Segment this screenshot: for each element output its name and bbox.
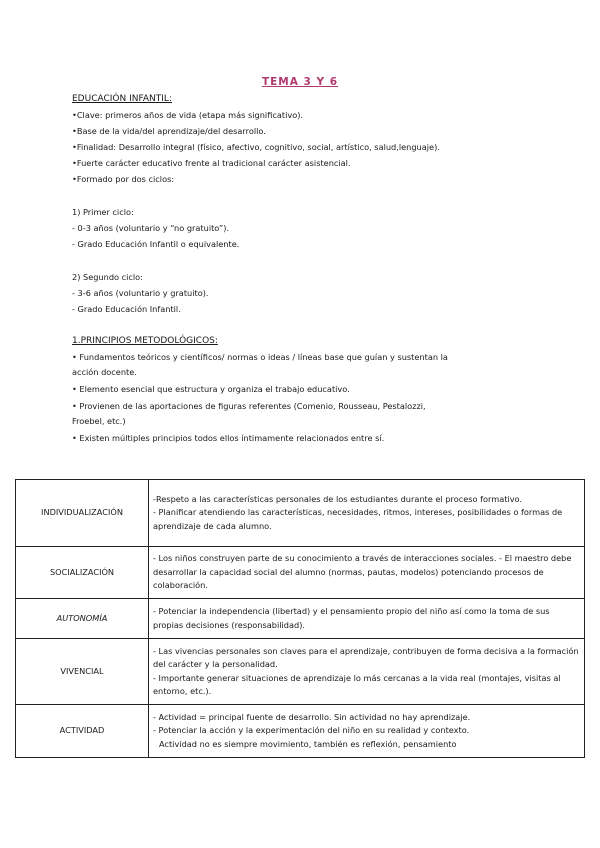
description-line: - Los niños construyen parte de su conocimiento a través de interacciones sociales. - El maestro debe desarrollar la capacidad social del alumno (normas, pautas, modelos) potenciando procesos de colaboración. [153, 553, 572, 591]
section-heading-infantil: EDUCACIÓN INFANTIL: [72, 94, 172, 104]
description-line: - Importante generar situaciones de aprendizaje lo más cercanas a la vida real (montajes, visitas al entorno, etc.). [153, 672, 561, 696]
ciclo2-heading: 2) Segundo ciclo: [72, 272, 143, 282]
ciclo1-item: - 0-3 años (voluntario y “no gratuito”). [72, 223, 230, 233]
infantil-bullet: •Fuerte carácter educativo frente al tradicional carácter asistencial. [72, 158, 351, 168]
principles-table [15, 479, 585, 758]
table-row [16, 547, 585, 599]
description-line: - Potenciar la independencia (libertad) y el pensamiento propio del niño así como la toma de sus propias decisiones (responsabilidad). [153, 606, 550, 630]
principle-description [149, 547, 585, 599]
principle-description [149, 599, 585, 639]
principios-bullet: Froebel, etc.) [72, 416, 126, 426]
description-line: -Respeto a las características personales de los estudiantes durante el proceso formativo. [153, 493, 523, 504]
infantil-bullet: •Base de la vida/del aprendizaje/del desarrollo. [72, 126, 266, 136]
table-row [16, 480, 585, 547]
principle-description [149, 480, 585, 547]
principios-bullet: • Elemento esencial que estructura y organiza el trabajo educativo. [72, 384, 350, 394]
page-title: TEMA 3 Y 6 [261, 76, 339, 88]
table-row [16, 639, 585, 705]
ciclo2-item: - 3-6 años (voluntario y gratuito). [72, 288, 209, 298]
principle-name: SOCIALIZACIÓN [16, 547, 149, 599]
principios-bullet: • Existen múltiples principios todos ellos íntimamente relacionados entre sí. [72, 433, 385, 443]
principle-name: ACTIVIDAD [16, 705, 149, 758]
infantil-bullet: •Finalidad: Desarrollo integral (físico, afectivo, cognitivo, social, artístico, salud,lenguaje). [72, 142, 440, 152]
principle-name: INDIVIDUALIZACIÓN [16, 480, 149, 547]
description-line: - Planificar atendiendo las características, necesidades, ritmos, intereses, posibilidades o formas de aprendizaje de cada alumno. [153, 507, 563, 531]
principios-bullet: • Provienen de las aportaciones de figuras referentes (Comenio, Rousseau, Pestalozzi, [72, 401, 426, 411]
infantil-bullet: •Clave: primeros años de vida (etapa más significativo). [72, 110, 304, 120]
ciclo1-heading: 1) Primer ciclo: [72, 207, 134, 217]
principios-bullet: acción docente. [72, 367, 137, 377]
principle-description [149, 639, 585, 705]
section-heading-principios: 1.PRINCIPIOS METODOLÓGICOS: [72, 336, 218, 346]
ciclo2-item: - Grado Educación Infantil. [72, 304, 181, 314]
description-line: - Potenciar la acción y la experimentación del niño en su realidad y contexto. [153, 725, 470, 736]
principle-name: VIVENCIAL [16, 639, 149, 705]
infantil-bullet: •Formado por dos ciclos: [72, 174, 175, 184]
description-line: Actividad no es siempre movimiento, también es reflexión, pensamiento [159, 738, 457, 749]
description-line: - Actividad = principal fuente de desarrollo. Sin actividad no hay aprendizaje. [153, 711, 471, 722]
description-line: - Las vivencias personales son claves para el aprendizaje, contribuyen de forma decisiva a la formación del carácter y la personalidad. [153, 645, 579, 669]
principle-name: AUTONOMÍA [16, 599, 149, 639]
ciclo1-item: - Grado Educación Infantil o equivalente. [72, 239, 240, 249]
principle-description [149, 705, 585, 758]
table-row [16, 705, 585, 758]
table-row [16, 599, 585, 639]
principios-bullet: • Fundamentos teóricos y científicos/ normas o ideas / líneas base que guían y sustentan la [72, 352, 448, 362]
